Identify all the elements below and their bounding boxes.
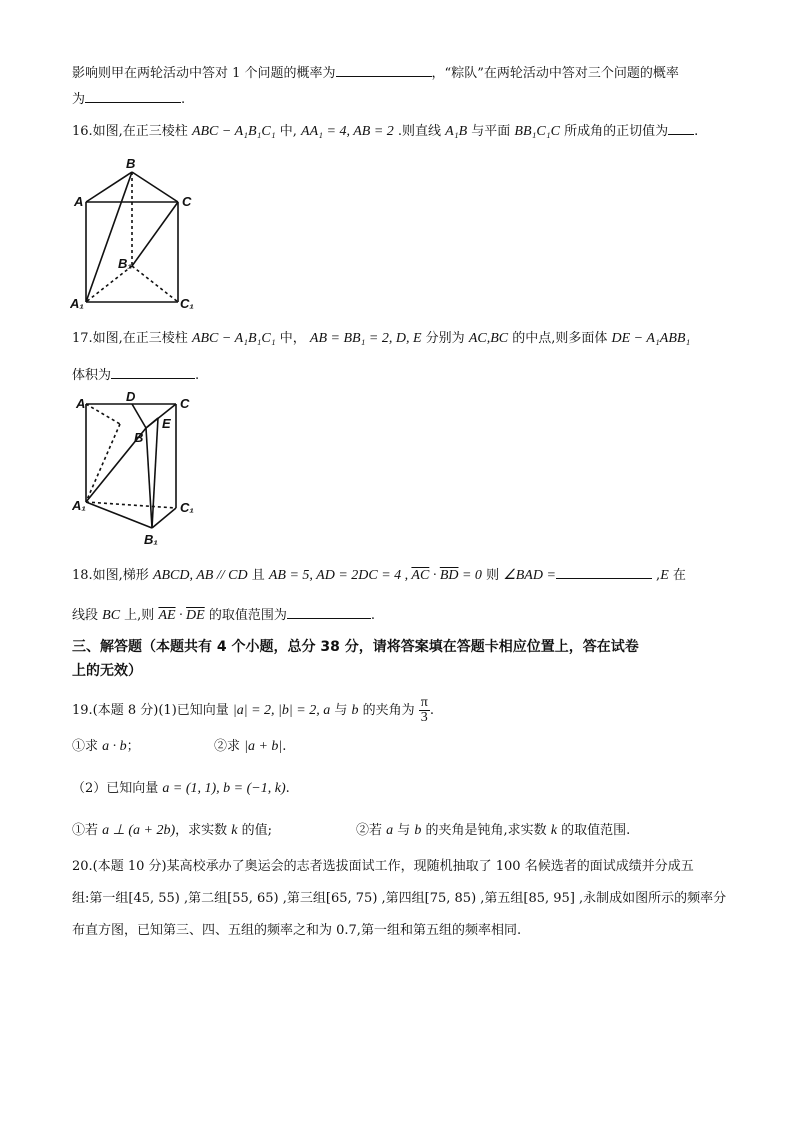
q17-text: 17.如图,在正三棱柱 ABC − A₁B₁C₁ 中， AB = BB₁ = 2, D, E 分别为 AC,BC 的中点,则多面体 DE − A₁ABB₁	[72, 331, 691, 346]
q20-line-2: 组:第一组[45, 55) ,第二组[55, 65) ,第三组[65, 75) ,第四组[75, 85) ,第五组[85, 95] ,永制成如图所示的频率分	[72, 891, 727, 906]
q17-line-2: 体积为 .	[72, 368, 200, 383]
label-B: B	[134, 430, 144, 445]
label-B: B	[126, 156, 136, 171]
label-A: A	[76, 396, 86, 411]
answer-blank[interactable]	[668, 122, 694, 135]
q18-text: 18.如图,梯形 ABCD, AB // CD 且 AB = 5, AD = 2DC = 4 , $\overline{AC} \cdot \overline{BD} = 0$ 则 ∠BAD = ,E 在	[72, 568, 686, 583]
label-C1: C₁	[180, 296, 194, 311]
label-E: E	[162, 416, 171, 431]
answer-blank[interactable]	[85, 90, 181, 103]
label-C: C	[180, 396, 190, 411]
label-A: A	[74, 194, 84, 209]
q17-prism-figure	[72, 390, 202, 550]
q20-line-1: 20.(本题 10 分)某高校承办了奥运会的志者选拔面试工作，现随机抽取了 100 名候选者的面试成绩并分成五	[72, 859, 694, 874]
label-C1: C₁	[180, 500, 194, 515]
fraction-pi-over-3: $\frac{\pi}{3}$	[420, 695, 428, 725]
section-3-heading: 三、解答题（本题共有 4 个小题，总分 38 分，请将答案填在答题卡相应位置上，答在试卷	[72, 639, 639, 655]
q19-part1-subs: ①求 a · b；	[72, 739, 140, 754]
q20-line-3: 布直方图，已知第三、四、五组的频率之和为 0.7,第一组和第五组的频率相同.	[72, 923, 522, 938]
q19-part2-sub2: ②若 a 与 b 的夹角是钝角,求实数 k 的取值范围.	[356, 823, 631, 838]
label-B1: B₁	[118, 256, 132, 271]
q19-part2: （2）已知向量 a = (1, 1), b = (−1, k).	[72, 781, 290, 796]
answer-blank[interactable]	[287, 606, 371, 619]
answer-blank[interactable]	[556, 566, 652, 579]
answer-blank[interactable]	[336, 64, 432, 77]
label-C: C	[182, 194, 192, 209]
q15-line-1: 影响则甲在两轮活动中答对 1 个问题的概率为 ，“粽队”在两轮活动中答对三个问题的概率	[72, 66, 679, 81]
label-B1: B₁	[144, 532, 158, 547]
label-D: D	[126, 390, 136, 404]
q19-head: 19.(本题 8 分)(1)已知向量 |a| = 2, |b| = 2, a 与 b 的夹角为 $\frac{\pi}{3}$ .	[72, 695, 434, 725]
q15-line-2: 为 .	[72, 92, 186, 107]
label-A1: A₁	[72, 498, 86, 513]
q16-text: 16.如图,在正三棱柱 ABC − A₁B₁C₁ 中, AA₁ = 4, AB = 2 .则直线 A₁B 与平面 BB₁C₁C 所成角的正切值为 .	[72, 124, 699, 139]
answer-blank[interactable]	[111, 366, 195, 379]
q18-line-2: 线段 BC 上,则 $\overline{AE} \cdot \overline{DE}$ 的取值范围为 .	[72, 608, 375, 623]
q16-prism-figure	[70, 156, 210, 316]
q19-part2-sub1: ①若 a ⊥ (a + 2b)，求实数 k 的值;	[72, 823, 272, 838]
label-A1: A₁	[70, 296, 84, 311]
section-3-heading-cont: 上的无效）	[72, 663, 142, 679]
q19-part1-sub2: ②求 |a + b|.	[214, 739, 287, 754]
